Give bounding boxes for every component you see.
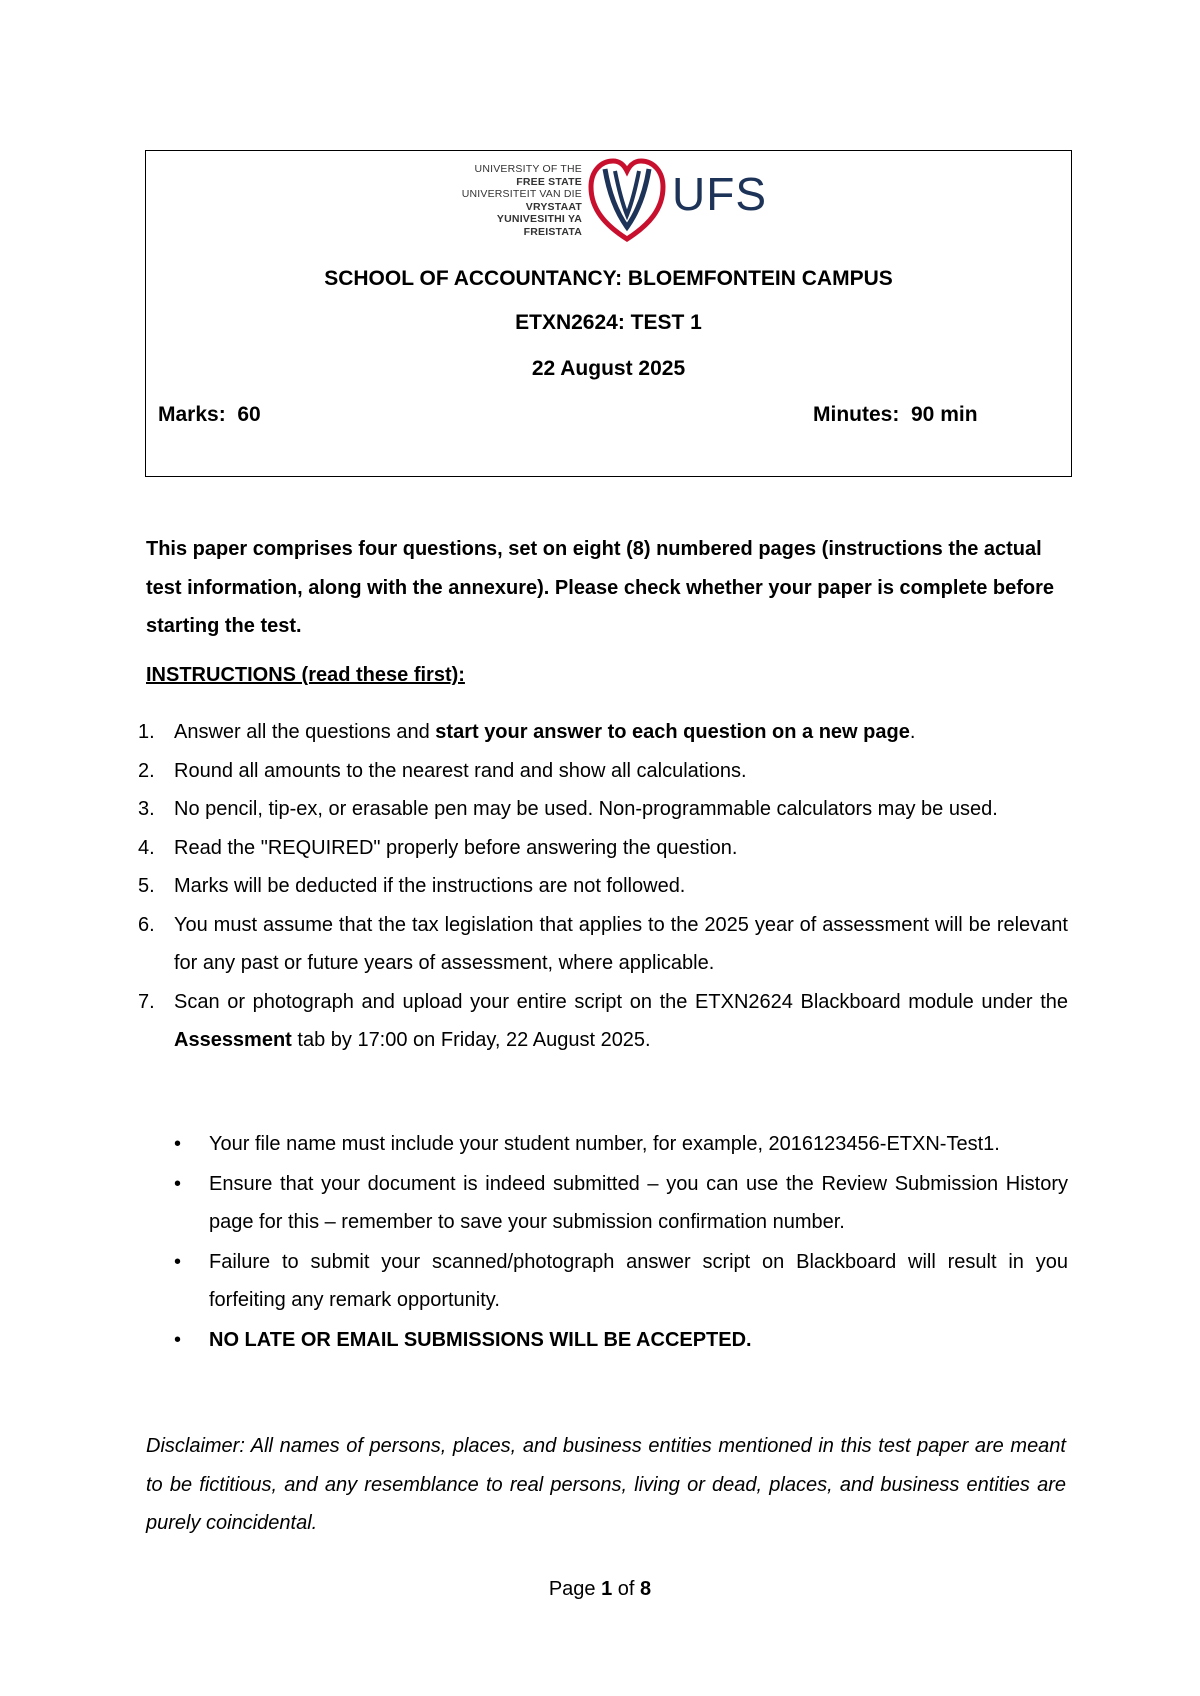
instruction-text: Read the "REQUIRED" properly before answering the question. [174, 836, 738, 859]
instruction-number: 5. [138, 875, 155, 897]
marks [158, 403, 261, 427]
bullet-icon: • [174, 1250, 182, 1273]
logo-line: FREISTATA [523, 225, 582, 238]
bullet-text: NO LATE OR EMAIL SUBMISSIONS WILL BE ACCEPTED. [209, 1328, 752, 1351]
minutes-value: 90 min [911, 403, 978, 426]
test-date: 22 August 2025 [531, 357, 686, 380]
bullet-item [174, 1125, 1068, 1164]
logo-line: VRYSTAAT [525, 200, 582, 213]
instruction-item [138, 790, 1068, 829]
ufs-logo [437, 157, 777, 243]
page-word: Page [548, 1578, 596, 1600]
instruction-number: 3. [138, 798, 155, 820]
of-word: of [617, 1578, 635, 1600]
instruction-text: . [909, 721, 916, 743]
instruction-text: No pencil, tip-ex, or erasable pen may be used. Non-programmable calculators may be used. [174, 798, 998, 820]
logo-line: YUNIVESITHI YA [496, 213, 582, 226]
logo-line: UNIVERSITY OF THE [474, 163, 582, 175]
instructions-list [138, 713, 1068, 1060]
bullet-item [174, 1165, 1068, 1242]
instruction-text: You must assume that the tax legislation that applies to the 2025 year of assessment will be relevant for any past or future years of assessment, where applicable. [174, 913, 1068, 974]
minutes [813, 403, 978, 427]
marks-label: Marks: [158, 403, 226, 426]
bullet-text: Failure to submit your scanned/photograph answer script on Blackboard will result in you forfeiting any remark opportunity. [209, 1250, 1068, 1311]
instruction-item [138, 867, 1068, 906]
instruction-item [138, 983, 1068, 1060]
instruction-number: 4. [138, 836, 155, 859]
logo-line: FREE STATE [516, 175, 582, 188]
page-number: 1 [601, 1578, 613, 1600]
instruction-item [138, 906, 1068, 983]
instruction-text: Marks will be deducted if the instructions are not followed. [174, 875, 686, 897]
instruction-text: tab by 17:00 on Friday, 22 August 2025. [291, 1029, 651, 1051]
instruction-item [138, 713, 1068, 752]
logo-university-names [437, 163, 582, 239]
bullet-item [174, 1243, 1068, 1320]
instruction-number: 2. [138, 759, 155, 782]
instruction-item [138, 829, 1068, 868]
instruction-number: 6. [138, 913, 155, 936]
disclaimer: Disclaimer: All names of persons, places, and business entities mentioned in this test paper are meant to be fictitious, and any resemblance to real persons, living or dead, places, and business entities are purely coincidental. [146, 1435, 1066, 1534]
school-title: SCHOOL OF ACCOUNTANCY: BLOEMFONTEIN CAMPUS [324, 267, 893, 290]
intro-paragraph: This paper comprises four questions, set on eight (8) numbered pages (instructions the actual test information, along with the annexure). Please check whether your paper is complete before starting the test. [146, 538, 1054, 637]
test-title: ETXN2624: TEST 1 [515, 311, 702, 334]
minutes-label: Minutes: [813, 403, 900, 426]
bullet-icon: • [174, 1172, 182, 1195]
instruction-text: Scan or photograph and upload your entire script on the ETXN2624 Blackboard module under the [174, 990, 1068, 1013]
ufs-emblem-icon [587, 157, 667, 243]
page-total: 8 [640, 1578, 652, 1600]
submission-bullet-list [174, 1125, 1068, 1360]
instruction-bold-text: start your answer to each question on a new page [435, 721, 910, 743]
bullet-text: Ensure that your document is indeed submitted – you can use the Review Submission History page for this – remember to save your submission confirmation number. [209, 1172, 1068, 1233]
instruction-item [138, 752, 1068, 791]
instruction-number: 7. [138, 990, 155, 1013]
logo-line: UNIVERSITEIT VAN DIE [461, 188, 582, 201]
bullet-item [174, 1321, 1068, 1360]
page-footer [0, 1578, 1200, 1601]
instruction-bold-text: Assessment [174, 1029, 292, 1051]
bullet-icon: • [174, 1328, 182, 1351]
instructions-title: INSTRUCTIONS (read these first): [146, 664, 465, 686]
bullet-text: Your file name must include your student number, for example, 2016123456-ETXN-Test1. [209, 1133, 1000, 1155]
instruction-text: Answer all the questions and [174, 721, 436, 743]
instruction-text: Round all amounts to the nearest rand and show all calculations. [174, 759, 747, 782]
marks-value: 60 [237, 403, 261, 426]
bullet-icon: • [174, 1133, 182, 1155]
instruction-number: 1. [138, 721, 155, 743]
logo-wordmark: UFS [672, 168, 767, 220]
